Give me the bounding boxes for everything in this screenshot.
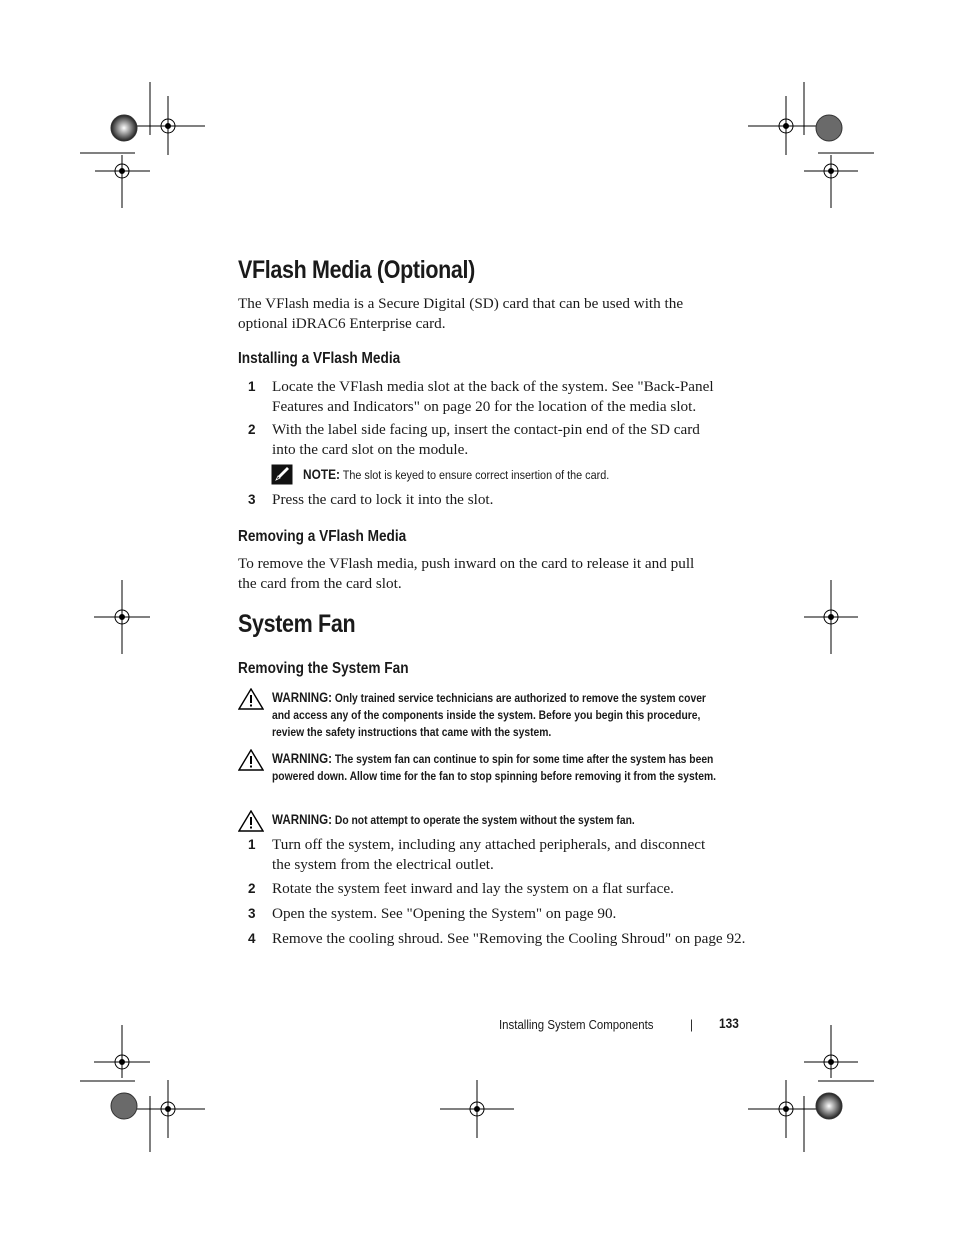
step-text <box>272 879 674 899</box>
warning-text <box>272 750 726 785</box>
step-line: Press the card to lock it into the slot. <box>272 491 494 508</box>
step-number: 3 <box>248 492 256 507</box>
step-line: Rotate the system feet inward and lay the system on a flat surface. <box>272 880 674 897</box>
warning-text <box>272 689 726 741</box>
page-title-system-fan: System Fan <box>238 610 356 638</box>
heading-installing-vflash: Installing a VFlash Media <box>238 350 401 367</box>
intro-line: The VFlash media is a Secure Digital (SD) card that can be used with the <box>238 295 684 312</box>
intro-line: optional iDRAC6 Enterprise card. <box>238 314 446 332</box>
warning-label: WARNING: <box>272 751 332 766</box>
footer-chapter: Installing System Components <box>499 1017 654 1032</box>
note-text <box>303 467 609 482</box>
page-number: 133 <box>719 1016 739 1031</box>
warning-label: WARNING: <box>272 812 332 827</box>
warning-triangle-icon <box>238 749 264 771</box>
step-line: Open the system. See "Opening the System" on page 90. <box>272 905 617 922</box>
step-line: Turn off the system, including any attached peripherals, and disconnect <box>272 836 706 853</box>
warning-triangle-icon <box>238 810 264 832</box>
removing-vflash-paragraph <box>238 554 694 593</box>
step-number: 2 <box>248 422 256 437</box>
warning-text <box>272 811 726 829</box>
footer-separator: | <box>690 1017 693 1032</box>
step-line: With the label side facing up, insert the contact-pin end of the SD card <box>272 421 700 438</box>
page-title-vflash: VFlash Media (Optional) <box>238 256 475 284</box>
heading-removing-vflash: Removing a VFlash Media <box>238 528 407 545</box>
step-line: Remove the cooling shroud. See "Removing the Cooling Shroud" on page 92. <box>272 930 746 947</box>
step-text <box>272 490 493 510</box>
step-text <box>272 835 705 874</box>
step-text <box>272 929 745 949</box>
step-line: into the card slot on the module. <box>272 440 469 458</box>
step-number: 3 <box>248 906 256 921</box>
step-number: 1 <box>248 837 256 852</box>
paragraph-line: To remove the VFlash media, push inward on the card to release it and pull <box>238 555 695 572</box>
paragraph-line: the card from the card slot. <box>238 574 402 592</box>
intro-paragraph <box>238 294 683 333</box>
step-number: 1 <box>248 379 256 394</box>
note-body: The slot is keyed to ensure correct insertion of the card. <box>342 468 610 482</box>
warning-body: Only trained service technicians are authorized to remove the system cover and access any of the components inside the system. Before you begin this procedure, review the safety instructions that came with the system. <box>272 691 706 739</box>
step-number: 2 <box>248 881 256 896</box>
warning-body: The system fan can continue to spin for some time after the system has been powered down. Allow time for the fan to stop spinning before removing it from the system. <box>272 752 716 783</box>
step-text <box>272 420 700 459</box>
note-label: NOTE: <box>303 467 340 482</box>
step-text <box>272 377 714 416</box>
step-line: Features and Indicators" on page 20 for the location of the media slot. <box>272 397 697 415</box>
warning-triangle-icon <box>238 688 264 710</box>
step-line: Locate the VFlash media slot at the back of the system. See "Back-Panel <box>272 378 714 395</box>
warning-label: WARNING: <box>272 690 332 705</box>
note-pencil-icon <box>271 464 293 485</box>
step-number: 4 <box>248 931 256 946</box>
warning-body: Do not attempt to operate the system without the system fan. <box>334 813 635 827</box>
heading-removing-fan: Removing the System Fan <box>238 660 409 677</box>
step-line: the system from the electrical outlet. <box>272 855 494 873</box>
step-text <box>272 904 616 924</box>
